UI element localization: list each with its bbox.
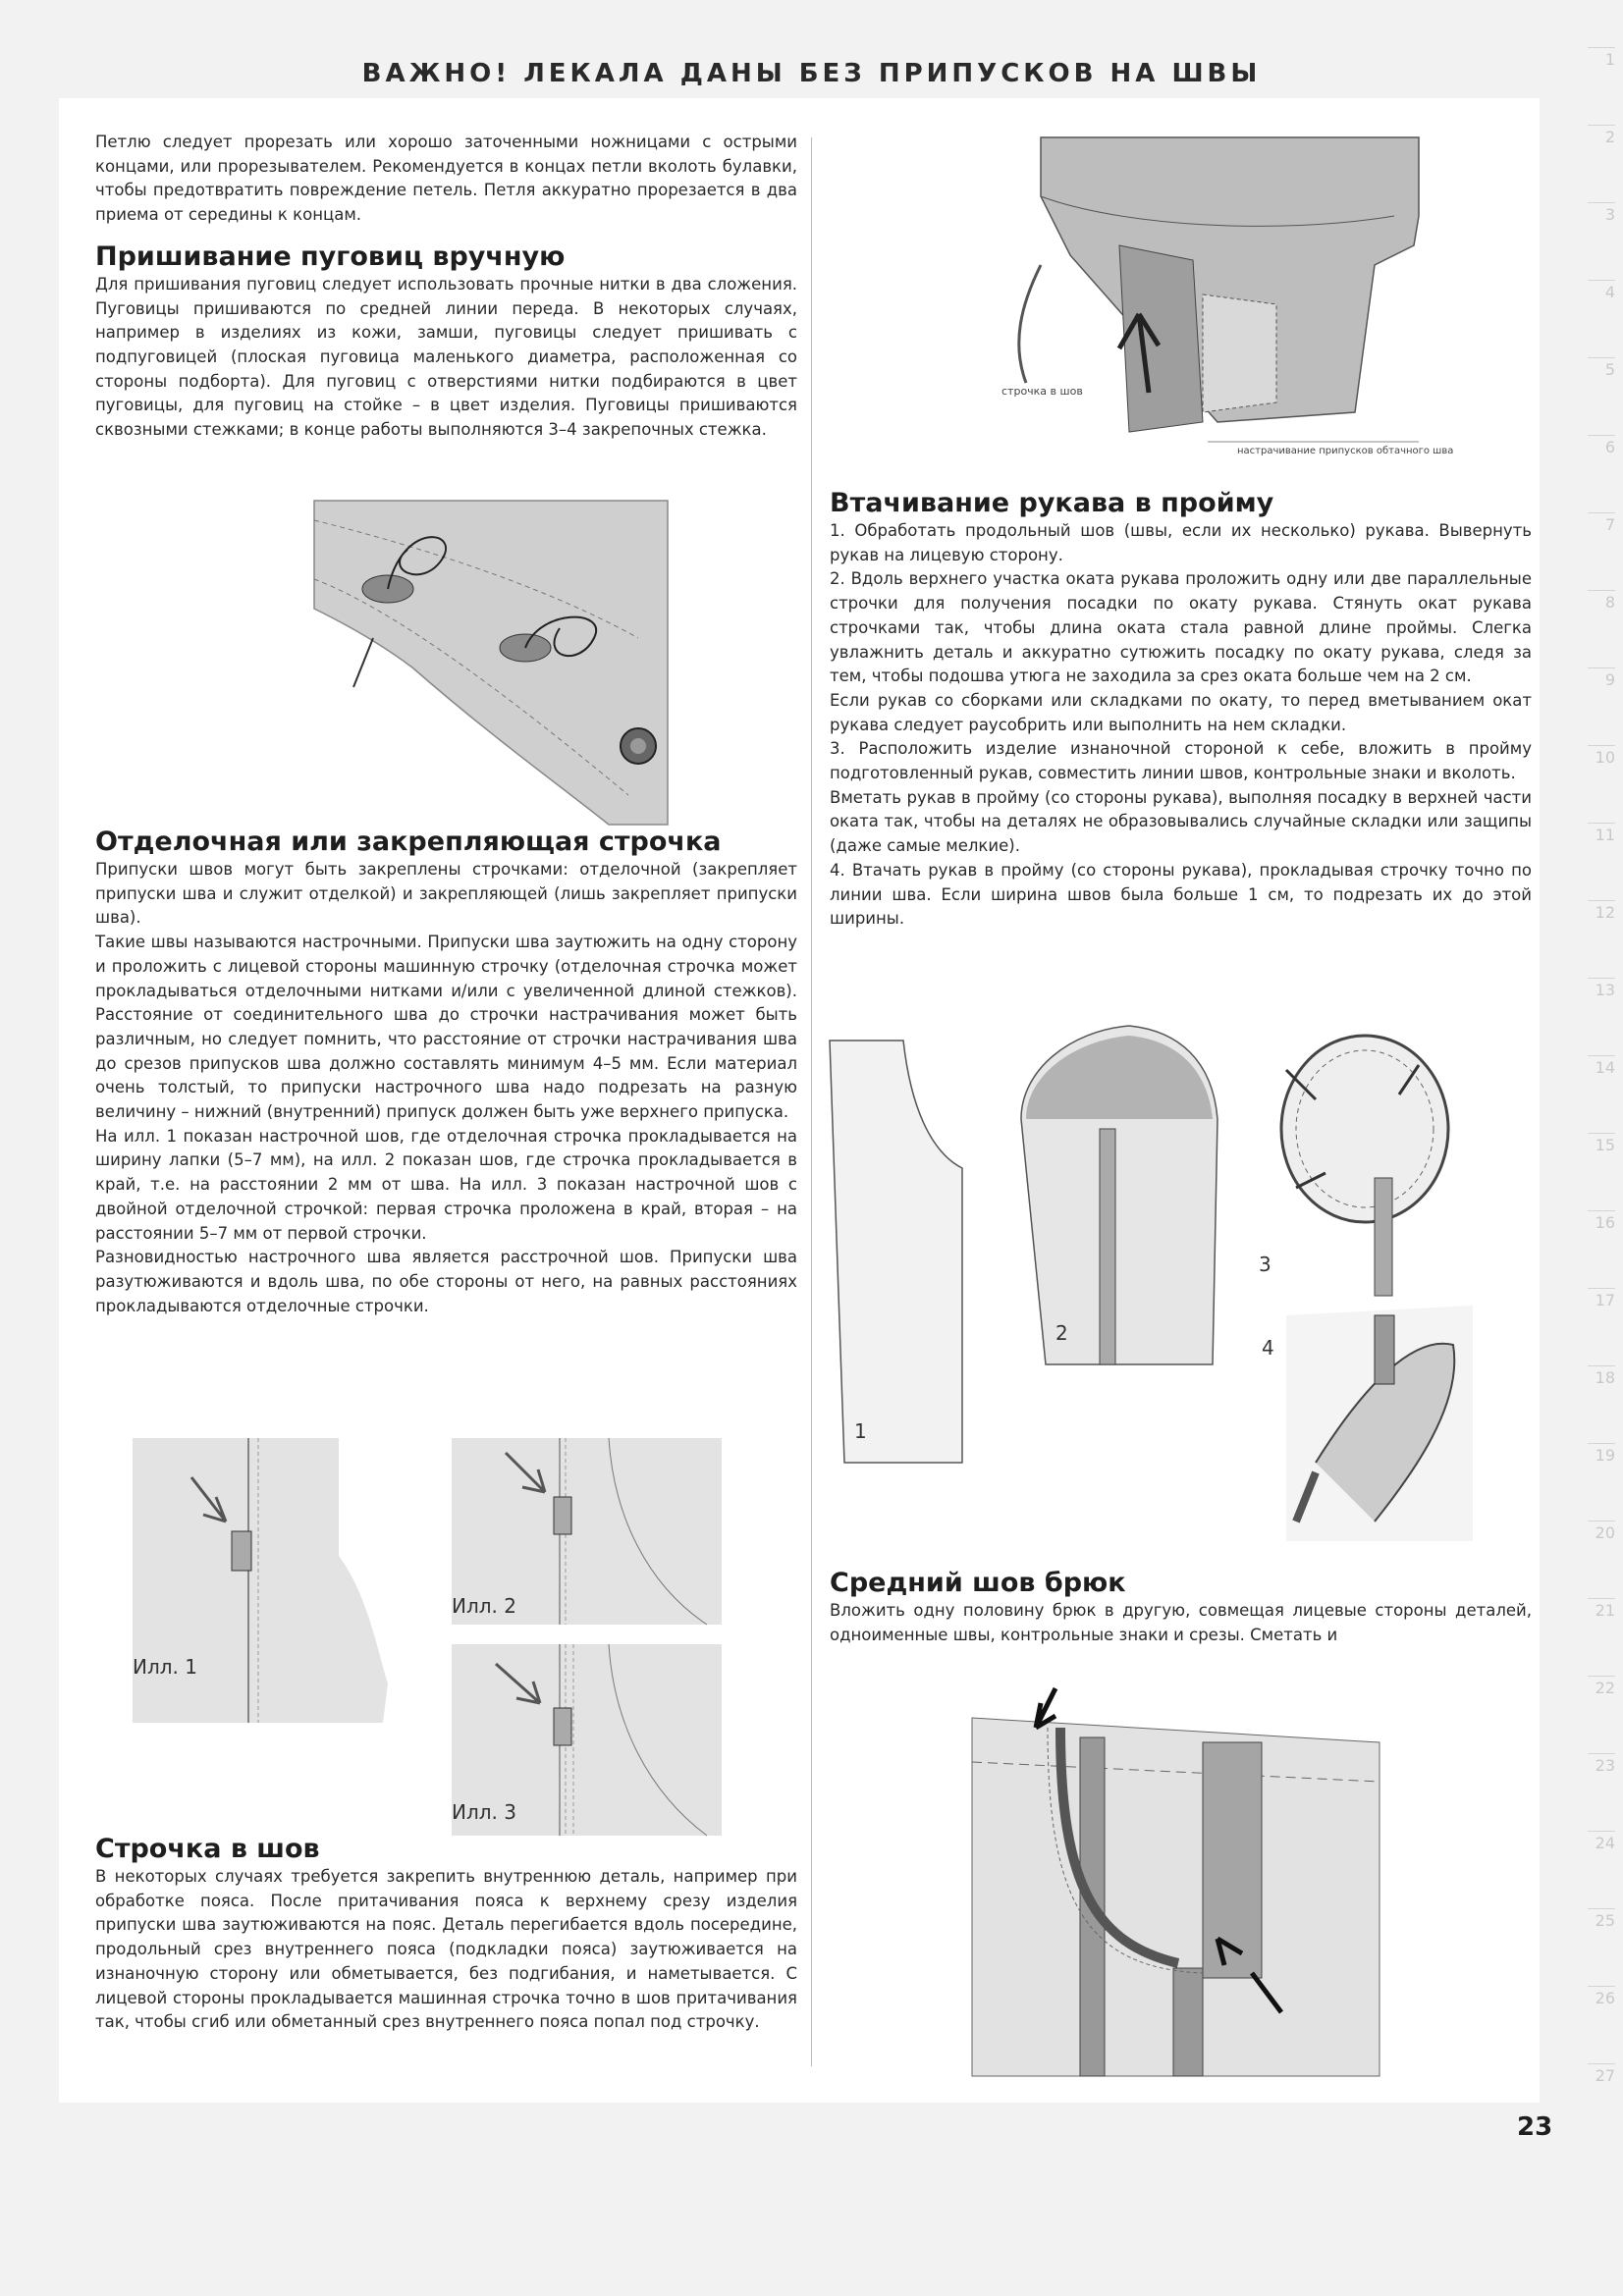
ruler-mark: 24: [1588, 1831, 1615, 1852]
ruler-mark: 1: [1588, 47, 1615, 69]
ruler-mark: 19: [1588, 1443, 1615, 1465]
ruler-mark: 3: [1588, 202, 1615, 224]
right-column-trousers: [830, 1568, 1532, 1647]
sleeve-figures: [825, 1011, 1473, 1541]
ruler-mark: 11: [1588, 823, 1615, 844]
left-column-mid: [95, 827, 797, 1318]
ruler-mark: 23: [1588, 1753, 1615, 1775]
ruler-mark: 25: [1588, 1908, 1615, 1930]
section-title-sleeve: Втачивание рукава в пройму: [830, 488, 1274, 518]
illustration-2: [452, 1438, 722, 1625]
sleeve-fig-2: [1021, 1026, 1217, 1364]
ill3-label: Илл. 3: [452, 1800, 516, 1824]
section-title-stitch-in-ditch: Строчка в шов: [95, 1834, 320, 1864]
left-column-bottom: [95, 1834, 797, 2035]
ruler-mark: 2: [1588, 125, 1615, 146]
ruler-mark: 9: [1588, 667, 1615, 689]
fig-label-stitch: строчка в шов: [1001, 385, 1083, 398]
illustration-3: [452, 1644, 722, 1836]
section-text-sleeve: 1. Обработать продольный шов (швы, если их несколько) рукава. Вывернуть рукав на лицевую сторону. 2. Вдоль верхнего участка оката рукава проложить одну или две параллельные строчки для получения посадки по окату рукава. Стянуть окат рукава строчками так, чтобы длина оката стала равной длине проймы. Слегка увлажнить деталь и аккуратно сутюжить посадку по окату рукава, следя за тем, чтобы подошва утюга не заходила за срез оката больше чем на 2 см. Если рукав со сборками или складками по окату, то перед вметыванием окат рукава следует payсобрить или выполнить на нем складки. 3. Расположить изделие изнаночной стороной к себе, вложить в пройму подготовленный рукав, совместить линии швов, контрольные знаки и вколоть. Вметать рукав в пройму (со стороны рукава), выполняя посадку в верхней части оката так, чтобы на деталях не образовывались случайные складки или защипы (даже самые мелкие). 4. Втачать рукав в пройму (со стороны рукава), прокладывая строчку точно по линии шва. Если ширина швов была больше 1 см, то подрезать их до этой ширины.: [830, 521, 1532, 929]
sleeve-fig-4: [1262, 1306, 1473, 1541]
fig-label-understitch: настрачивание припусков обтачного шва: [1237, 446, 1454, 456]
side-ruler: [1574, 47, 1615, 2143]
button-sewing-figure: [314, 501, 673, 834]
waistband-figure: [982, 137, 1454, 461]
ruler-mark: 13: [1588, 978, 1615, 999]
ruler-mark: 14: [1588, 1055, 1615, 1077]
ruler-mark: 10: [1588, 745, 1615, 767]
column-divider: [811, 137, 812, 2066]
ruler-mark: 6: [1588, 435, 1615, 456]
trouser-seam-figure: [967, 1688, 1380, 2076]
section-title-buttons: Пришивание пуговиц вручную: [95, 240, 566, 272]
ruler-mark: 5: [1588, 357, 1615, 379]
ill2-label: Илл. 2: [452, 1594, 516, 1618]
ill1-label: Илл. 1: [133, 1655, 197, 1679]
illustration-1: [133, 1438, 388, 1723]
ruler-mark: 12: [1588, 900, 1615, 922]
ruler-mark: 15: [1588, 1133, 1615, 1154]
ruler-mark: 8: [1588, 590, 1615, 612]
sleeve-label-1: 1: [854, 1419, 867, 1443]
ruler-mark: 18: [1588, 1365, 1615, 1387]
right-column-sleeve: [830, 488, 1532, 932]
ruler-mark: 27: [1588, 2063, 1615, 2085]
ruler-mark: 21: [1588, 1598, 1615, 1620]
section-text-buttons: Для пришивания пуговиц следует использовать прочные нитки в два сложения. Пуговицы пришиваются по средней линии переда. В некоторых случаях, например в изделиях из кожи, замши, пуговицы следует пришивать с подпуговицей (плоская пуговица маленького диаметра, расположенная со стороны подборта). Для пуговиц с отверстиями нитки подбираются в цвет пуговицы, для пуговиц на стойке – в цвет изделия. Пуговицы пришиваются сквозными стежками; в конце работы выполняются 3–4 закрепочных стежка.: [95, 274, 797, 440]
section-text-trousers: Вложить одну половину брюк в другую, совмещая лицевые стороны деталей, одноименные швы, контрольные знаки и срезы. Сметать и: [830, 1601, 1532, 1644]
ruler-mark: 20: [1588, 1521, 1615, 1542]
ruler-mark: 22: [1588, 1676, 1615, 1697]
sleeve-label-4: 4: [1262, 1336, 1274, 1360]
sleeve-label-2: 2: [1055, 1321, 1068, 1345]
topstitch-illustrations: [133, 1438, 722, 1836]
section-text-topstitch: Припуски швов могут быть закреплены строчками: отделочной (закрепляет припуски шва и служит отделкой) и закрепляющей (лишь закрепляет припуски шва). Такие швы называются настрочными. Припуски шва заутюжить на одну сторону и проложить с лицевой стороны машинную строчку (отделочная строчка может прокладываться отделочными нитками и/или с увеличенной длиной стежков). Расстояние от соединительного шва до строчки настрачивания может быть различным, но следует помнить, что расстояние от строчки настрачивания шва до срезов припусков шва должно составлять минимум 4–5 мм. Если материал очень толстый, то припуски настрочного шва надо подрезать на разную величину – нижний (внутренний) припуск должен быть уже верхнего припуска. На илл. 1 показан настрочной шов, где отделочная строчка прокладывается на ширину лапки (5–7 мм), на илл. 2 показан шов, где строчка прокладывается в край, т.е. на расстоянии 2 мм от шва. На илл. 3 показан настрочной шов с двойной отделочной строчкой: первая строчка проложена в край, вторая – на расстоянии 5–7 мм от первой строчки. Разновидностью настрочного шва является расстрочной шов. Припуски шва разутюживаются и вдоль шва, по обе стороны от него, на равных расстояниях прокладываются отделочные строчки.: [95, 860, 797, 1315]
sleeve-fig-1: [830, 1041, 962, 1463]
page-header: ВАЖНО! ЛЕКАЛА ДАНЫ БЕЗ ПРИПУСКОВ НА ШВЫ: [361, 59, 1262, 88]
page-number: 23: [1517, 2112, 1553, 2142]
section-text-stitch-in-ditch: В некоторых случаях требуется закрепить внутреннюю деталь, например при обработке пояса. После притачивания пояса к верхнему срезу изделия припуски шва заутюживаются на пояс. Деталь перегибается вдоль посередине, продольный срез внутреннего пояса (подкладки пояса) заутюживается на изнаночную сторону или обметывается, без подгибания, и наметывается. С лицевой стороны прокладывается машинная строчка точно в шов притачивания так, чтобы сгиб или обметанный срез внутреннего пояса попал под строчку.: [95, 1867, 797, 2032]
sleeve-fig-3: [1259, 1036, 1448, 1296]
left-column-top: [95, 131, 797, 443]
ruler-mark: 26: [1588, 1986, 1615, 2007]
section-title-topstitch: Отделочная или закрепляющая строчка: [95, 827, 722, 857]
intro-paragraph: Петлю следует прорезать или хорошо заточенными ножницами с острыми концами, или прорезывателем. Рекомендуется в концах петли вколоть булавки, чтобы предотвратить повреждение петель. Петля аккуратно прорезается в два приема от середины к концам.: [95, 133, 797, 225]
ruler-mark: 17: [1588, 1288, 1615, 1309]
ruler-mark: 16: [1588, 1210, 1615, 1232]
ruler-mark: 4: [1588, 280, 1615, 301]
section-title-trousers: Средний шов брюк: [830, 1568, 1126, 1598]
ruler-mark: 7: [1588, 512, 1615, 534]
sleeve-label-3: 3: [1259, 1253, 1271, 1276]
